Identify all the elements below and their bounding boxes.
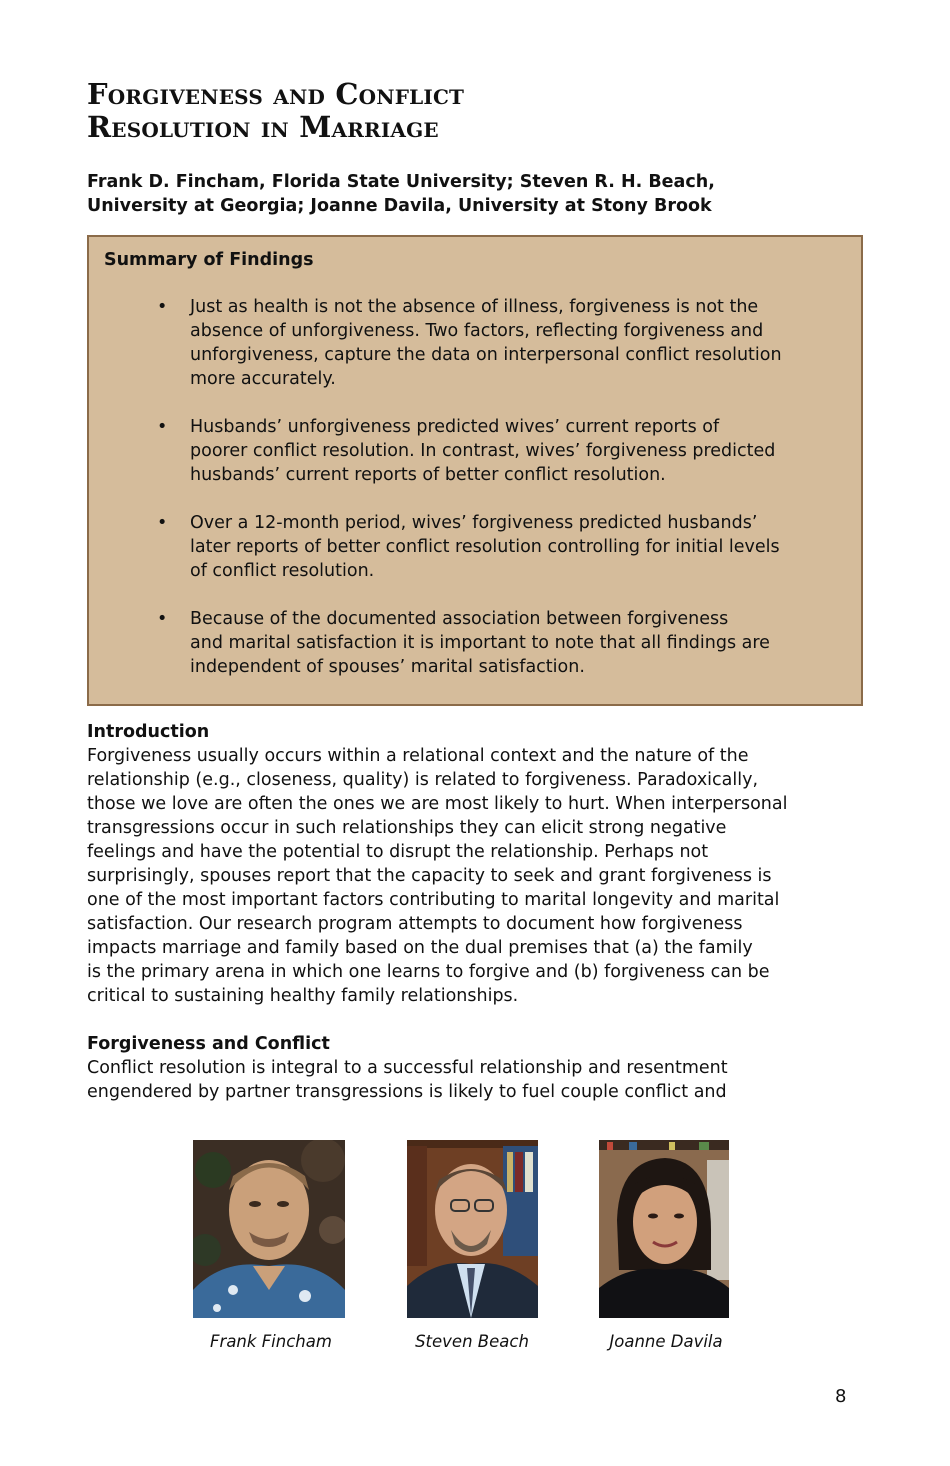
portrait-image bbox=[599, 1140, 729, 1318]
introduction-body bbox=[87, 744, 867, 1008]
finding-item bbox=[89, 511, 861, 583]
summary-of-findings-box bbox=[87, 235, 863, 706]
photo-steven-beach bbox=[407, 1140, 538, 1318]
bullet-icon: • bbox=[157, 297, 168, 317]
paragraph-line: one of the most important factors contributing to marital longevity and marital bbox=[87, 890, 780, 910]
paragraph-line: relationship (e.g., closeness, quality) is related to forgiveness. Paradoxically, bbox=[87, 770, 759, 790]
findings-list bbox=[89, 295, 861, 703]
finding-item bbox=[89, 607, 861, 679]
finding-line: Because of the documented association between forgiveness bbox=[190, 609, 729, 629]
finding-line: later reports of better conflict resolution controlling for initial levels bbox=[190, 537, 780, 557]
photo-caption: Steven Beach bbox=[415, 1332, 529, 1351]
introduction-section bbox=[87, 720, 867, 1008]
bullet-icon: • bbox=[157, 417, 168, 437]
author-affiliations bbox=[87, 170, 867, 218]
bullet-icon: • bbox=[157, 513, 168, 533]
portrait-image bbox=[193, 1140, 345, 1318]
authors-line-1: Frank D. Fincham, Florida State University; Steven R. H. Beach, bbox=[87, 172, 715, 192]
forgiveness-conflict-body bbox=[87, 1056, 867, 1104]
finding-line: and marital satisfaction it is important to note that all findings are bbox=[190, 633, 770, 653]
paragraph-line: Conflict resolution is integral to a successful relationship and resentment bbox=[87, 1058, 728, 1078]
photo-frank-fincham bbox=[193, 1140, 345, 1318]
finding-text bbox=[190, 607, 850, 679]
paragraph-line: surprisingly, spouses report that the capacity to seek and grant forgiveness is bbox=[87, 866, 772, 886]
finding-text bbox=[190, 295, 850, 391]
title-line-2: Resolution in Marriage bbox=[87, 110, 439, 144]
paragraph-line: impacts marriage and family based on the dual premises that (a) the family bbox=[87, 938, 753, 958]
finding-item bbox=[89, 415, 861, 487]
finding-line: Husbands’ unforgiveness predicted wives’ current reports of bbox=[190, 417, 720, 437]
summary-heading: Summary of Findings bbox=[104, 250, 314, 270]
paragraph-line: Forgiveness usually occurs within a relational context and the nature of the bbox=[87, 746, 749, 766]
title-line-1: Forgiveness and Conflict bbox=[87, 77, 465, 111]
forgiveness-conflict-section bbox=[87, 1032, 867, 1104]
bullet-icon: • bbox=[157, 609, 168, 629]
paragraph-line: critical to sustaining healthy family relationships. bbox=[87, 986, 519, 1006]
paragraph-line: transgressions occur in such relationships they can elicit strong negative bbox=[87, 818, 727, 838]
photo-joanne-davila bbox=[599, 1140, 729, 1318]
portrait-image bbox=[407, 1140, 538, 1318]
finding-line: Over a 12-month period, wives’ forgiveness predicted husbands’ bbox=[190, 513, 758, 533]
finding-text bbox=[190, 511, 850, 583]
finding-line: Just as health is not the absence of illness, forgiveness is not the bbox=[190, 297, 759, 317]
finding-line: of conflict resolution. bbox=[190, 561, 375, 581]
authors-line-2: University at Georgia; Joanne Davila, University at Stony Brook bbox=[87, 196, 712, 216]
finding-item bbox=[89, 295, 861, 391]
finding-text bbox=[190, 415, 850, 487]
finding-line: husbands’ current reports of better conflict resolution. bbox=[190, 465, 666, 485]
paragraph-line: engendered by partner transgressions is likely to fuel couple conflict and bbox=[87, 1082, 727, 1102]
paragraph-line: feelings and have the potential to disrupt the relationship. Perhaps not bbox=[87, 842, 709, 862]
paragraph-line: those we love are often the ones we are most likely to hurt. When interpersonal bbox=[87, 794, 788, 814]
introduction-heading: Introduction bbox=[87, 722, 210, 742]
photo-caption: Frank Fincham bbox=[210, 1332, 332, 1351]
finding-line: unforgiveness, capture the data on interpersonal conflict resolution bbox=[190, 345, 782, 365]
finding-line: independent of spouses’ marital satisfaction. bbox=[190, 657, 585, 677]
page-number: 8 bbox=[835, 1386, 847, 1407]
photo-caption: Joanne Davila bbox=[609, 1332, 723, 1351]
finding-line: more accurately. bbox=[190, 369, 336, 389]
finding-line: poorer conflict resolution. In contrast, wives’ forgiveness predicted bbox=[190, 441, 776, 461]
paragraph-line: satisfaction. Our research program attempts to document how forgiveness bbox=[87, 914, 743, 934]
finding-line: absence of unforgiveness. Two factors, reflecting forgiveness and bbox=[190, 321, 764, 341]
paragraph-line: is the primary arena in which one learns to forgive and (b) forgiveness can be bbox=[87, 962, 770, 982]
forgiveness-conflict-heading: Forgiveness and Conflict bbox=[87, 1034, 330, 1054]
article-title bbox=[87, 78, 464, 144]
